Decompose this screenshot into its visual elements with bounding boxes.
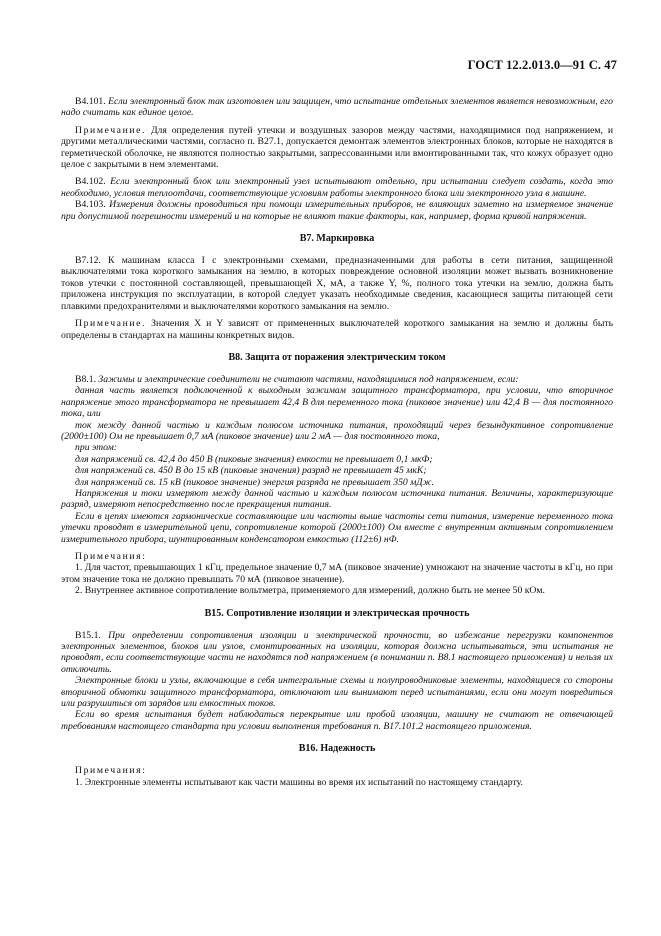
clause-number: В15.1. [75,629,101,641]
clause-number: В4.101. [75,96,106,107]
paragraph-b8-1-d: для напряжений св. 42,4 до 450 В (пиковые значения) емкости не превышает 0,1 мкФ; [75,453,433,465]
paragraph-b15-3: Если во время испытания будет наблюдаться перекрытие или пробой изоляции, машину не считают не отвечающей требованиям настоящего стандарта при условии выполнения требования п. В17.101.2 настоящего приложения. [61,709,613,732]
paragraph-b8-1-b: ток между данной частью и каждым полюсом источника питания, проходящий через безындуктивное сопротивление (2000±100) Ом не превышает 0,7 мА (пиковое значение) или 2 мА — для постоянного тока, [61,419,613,442]
paragraph-b8-1-a: данная часть является подключенной к выходным зажимам защитного трансформатора, при условии, что вторичное напряжение этого трансформатора не превышает 42,4 В для переменного тока (пиковое значение) или 42,4 В — для постоянного тока, или [61,385,613,420]
page-content [61,96,613,788]
section-heading-b7: В7. Маркировка [299,233,375,245]
paragraph-b4-101 [61,96,613,119]
paragraph-b4-102 [61,176,613,199]
note-paragraph [61,318,613,341]
paragraph-b8-1-g: Напряжения и токи измеряют между данной частью и каждым полюсом источника питания. Величины, характеризующие разряд, измеряют непосредственно после прекращения питания. [61,487,613,511]
clause-number: В8.1. [75,373,96,385]
paragraph-b4-103 [61,199,613,222]
clause-number: В4.103. [75,199,106,211]
note-paragraph [61,125,613,171]
paragraph-b8-1-h: Если в цепях имеются гармонические составляющие или частоты выше частоты сети питания, измерение переменного тока утечки проводят в измерительной цепи, сопротивление которой (2000±100) Ом вместе с внутренним активным сопротивлением измерительного прибора, шунтированным конденсатором емкостью (112±6) нФ. [61,510,613,545]
section-heading-b16: В16. Надежность [298,743,376,755]
paragraph-b8-1-e: для напряжений св. 450 В до 15 кВ (пиковые значения) разряд не превышает 45 мкК; [75,465,427,477]
clause-text: Если электронный блок или электронный узел испытывают отдельно, при испытании следует создать, когда это необходимо, условия теплоотдачи, соответствующие условиям работы электронного блока или электронного узла в машине. [61,176,613,199]
note-item-1: 1. Электронные элементы испытывают как части машины во время их испытаний по настоящему стандарту. [75,776,523,788]
page-header: ГОСТ 12.2.013.0—91 С. 47 [467,58,617,72]
paragraph-b8-1-f: для напряжений св. 15 кВ (пиковое значение) энергия разряда не превышает 350 мДж. [75,476,434,488]
paragraph-b8-1 [61,374,613,385]
paragraph-b15-1 [61,630,613,676]
paragraph-b7-12: В7.12. К машинам класса I с электронными схемами, предназначенными для работы в сети питания, защищенной выключателями тока короткого замыкания на землю, в которых повреждение основной изоляции может вызвать возникновение токов утечки с постоянной составляющей, превышающей X, мА, а также Y, %, полного тока утечки на землю, должна быть приложена инструкция по эксплуатации, в которой следует указать необходимые сведения, касающиеся защиты питающей сети плавкими предохранителями и выключателями короткого замыкания на землю. [61,255,613,312]
notes-label: Примечания: [75,765,147,777]
section-heading-b15: В15. Сопротивление изоляции и электрическая прочность [204,607,470,619]
note-label: Примечание. [75,124,147,136]
note-text: Для определения путей утечки и воздушных зазоров между частями, находящимися под напряжением, и другими металлическими частями, согласно п. В27.1, допускается демонтаж элементов электронных блоков, которые не находятся в герметической оболочке, не являются полностью закрытыми, запрессованными или вмонтированными так, что кожух образует одно целое с закрытыми в нем элементами. [61,124,613,171]
clause-number: В4.102. [75,176,106,188]
note-text: Значения X и Y зависят от примененных выключателей короткого замыкания на землю и должны быть определены в стандартах на машины конкретных видов. [61,318,613,341]
clause-text: Если электронный блок так изготовлен или защищен, что испытание отдельных элементов является невозможным, его надо считать как единое целое. [61,96,613,119]
note-item-2: 2. Внутреннее активное сопротивление вольтметра, применяемого для измерений, должно быть не менее 50 кОм. [75,585,545,597]
note-item-1: 1. Для частот, превышающих 1 кГц, предельное значение 0,7 мА (пиковое значение) умножают на значение частоты в кГц, но при этом значение тока не должно превышать 70 мА (пиковое значение). [61,562,613,585]
section-heading-b8: В8. Защита от поражения электрическим током [228,351,446,363]
notes-label: Примечания: [75,551,147,562]
clause-text: При определении сопротивления изоляции и электрической прочности, во избежание перегрузки компонентов электронных элементов, блоков или узлов, смонтированных на изоляции, которая должна испытываться, эти испытания не проводят, если соответствующие части не находятся под напряжением (в понимании п. В8.1 настоящего приложения) и нельзя их отключить. [61,629,614,675]
paragraph-b15-2: Электронные блоки и узлы, включающие в себя интегральные схемы и полупроводниковые элементы, находящиеся со стороны вторичной обмотки защитного трансформатора, отключают или вынимают перед испытаниями, если они могут повредиться или разрушиться от зарядов или емкостных токов. [61,675,613,710]
clause-text: Измерения должны проводиться при помощи измерительных приборов, не влияющих заметно на измеряемое значение при допустимой погрешности измерений и на которые не влияют такие факторы, как, например, форма кривой напряжения. [61,199,613,222]
paragraph-b8-1-c: при этом: [75,442,117,454]
note-label: Примечание. [75,318,147,330]
clause-text: Зажимы и электрические соединители не считают частями, находящимися под напряжением, если: [98,373,519,385]
